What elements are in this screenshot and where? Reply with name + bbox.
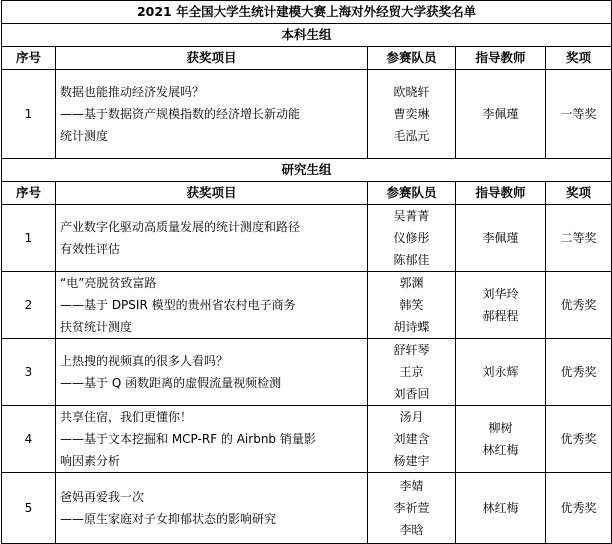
project-line: ——基于 Q 函数距离的虚假流量视频检测 xyxy=(60,376,282,390)
project-line: 统计测度 xyxy=(60,129,109,143)
project-line: 有效性评估 xyxy=(60,242,121,256)
project-line: 响因素分析 xyxy=(60,454,121,468)
project-line: 爸妈再爱我一次 xyxy=(60,490,145,504)
header-row xyxy=(2,47,612,70)
row-index: 3 xyxy=(2,339,56,406)
group-title: 研究生组 xyxy=(2,159,612,182)
row-index: 1 xyxy=(2,205,56,272)
project-line: 上热搜的视频真的很多人看吗？ xyxy=(60,354,229,368)
advisor-name: 林红梅 xyxy=(482,443,519,457)
table-row xyxy=(2,473,612,544)
member-name: 刘香回 xyxy=(393,387,430,401)
row-members xyxy=(368,339,456,406)
col-header-award: 奖项 xyxy=(546,182,612,205)
col-header-advisors: 指导教师 xyxy=(456,182,546,205)
title-row xyxy=(2,1,612,24)
member-name: 陈郁佳 xyxy=(393,253,430,267)
group-row-undergraduate xyxy=(2,24,612,47)
member-name: 刘建含 xyxy=(393,432,430,446)
row-advisors xyxy=(456,473,546,544)
advisor-name: 刘永辉 xyxy=(482,365,519,379)
col-header-index: 序号 xyxy=(2,182,56,205)
row-members xyxy=(368,406,456,473)
col-header-members: 参赛队员 xyxy=(368,47,456,70)
table-row xyxy=(2,205,612,272)
advisor-name: 李佩瑾 xyxy=(482,107,519,121)
advisor-name: 柳树 xyxy=(488,421,513,435)
row-members xyxy=(368,205,456,272)
project-line: 产业数字化驱动高质量发展的统计测度和路径 xyxy=(60,220,301,234)
group-row-graduate xyxy=(2,159,612,182)
project-line: 扶贫统计测度 xyxy=(60,320,133,334)
award-table xyxy=(1,0,612,544)
row-award: 优秀奖 xyxy=(546,406,612,473)
row-project xyxy=(56,272,368,339)
project-line: “电”亮脱贫致富路 xyxy=(60,276,157,290)
row-award: 优秀奖 xyxy=(546,272,612,339)
col-header-project: 获奖项目 xyxy=(56,182,368,205)
col-header-award: 奖项 xyxy=(546,47,612,70)
member-name: 李晗 xyxy=(399,523,424,537)
project-line: ——原生家庭对子女抑郁状态的影响研究 xyxy=(60,512,277,526)
row-project xyxy=(56,406,368,473)
advisor-name: 李佩瑾 xyxy=(482,231,519,245)
row-award: 优秀奖 xyxy=(546,473,612,544)
member-name: 曹奕琳 xyxy=(393,107,430,121)
table-title: 2021 年全国大学生统计建模大赛上海对外经贸大学获奖名单 xyxy=(2,1,612,24)
row-award: 一等奖 xyxy=(546,70,612,159)
project-line: ——基于数据资产规模指数的经济增长新动能 xyxy=(60,107,301,121)
row-project xyxy=(56,473,368,544)
row-advisors xyxy=(456,205,546,272)
member-name: 李祈萱 xyxy=(393,501,430,515)
table-row xyxy=(2,339,612,406)
member-name: 胡诗蝶 xyxy=(393,320,430,334)
col-header-advisors: 指导教师 xyxy=(456,47,546,70)
col-header-project: 获奖项目 xyxy=(56,47,368,70)
member-name: 舒轩琴 xyxy=(393,343,430,357)
project-line: 数据也能推动经济发展吗？ xyxy=(60,85,205,99)
advisor-name: 林红梅 xyxy=(482,501,519,515)
row-index: 1 xyxy=(2,70,56,159)
group-title: 本科生组 xyxy=(2,24,612,47)
row-project xyxy=(56,70,368,159)
project-line: ——基于文本挖掘和 MCP-RF 的 Airbnb 销量影 xyxy=(60,432,316,446)
col-header-index: 序号 xyxy=(2,47,56,70)
member-name: 韩笑 xyxy=(399,298,424,312)
row-award: 二等奖 xyxy=(546,205,612,272)
col-header-members: 参赛队员 xyxy=(368,182,456,205)
row-members xyxy=(368,473,456,544)
member-name: 吴菁菁 xyxy=(393,209,430,223)
member-name: 王京 xyxy=(399,365,424,379)
table-row xyxy=(2,406,612,473)
table-row xyxy=(2,70,612,159)
project-line: ——基于 DPSIR 模型的贵州省农村电子商务 xyxy=(60,298,296,312)
row-members xyxy=(368,272,456,339)
row-advisors xyxy=(456,339,546,406)
row-index: 4 xyxy=(2,406,56,473)
member-name: 李婧 xyxy=(399,479,424,493)
row-index: 5 xyxy=(2,473,56,544)
advisor-name: 郝程程 xyxy=(482,309,519,323)
row-advisors xyxy=(456,272,546,339)
row-advisors xyxy=(456,406,546,473)
table-row xyxy=(2,272,612,339)
row-advisors xyxy=(456,70,546,159)
member-name: 欧晓轩 xyxy=(393,85,430,99)
member-name: 杨建宇 xyxy=(393,454,430,468)
row-index: 2 xyxy=(2,272,56,339)
row-award: 优秀奖 xyxy=(546,339,612,406)
member-name: 毛泓元 xyxy=(393,129,430,143)
project-line: 共享住宿，我们更懂你！ xyxy=(60,410,193,424)
member-name: 仪修彤 xyxy=(393,231,430,245)
member-name: 郭渊 xyxy=(399,276,424,290)
row-project xyxy=(56,339,368,406)
member-name: 汤月 xyxy=(399,410,424,424)
header-row xyxy=(2,182,612,205)
advisor-name: 刘华玲 xyxy=(482,287,519,301)
row-project xyxy=(56,205,368,272)
row-members xyxy=(368,70,456,159)
